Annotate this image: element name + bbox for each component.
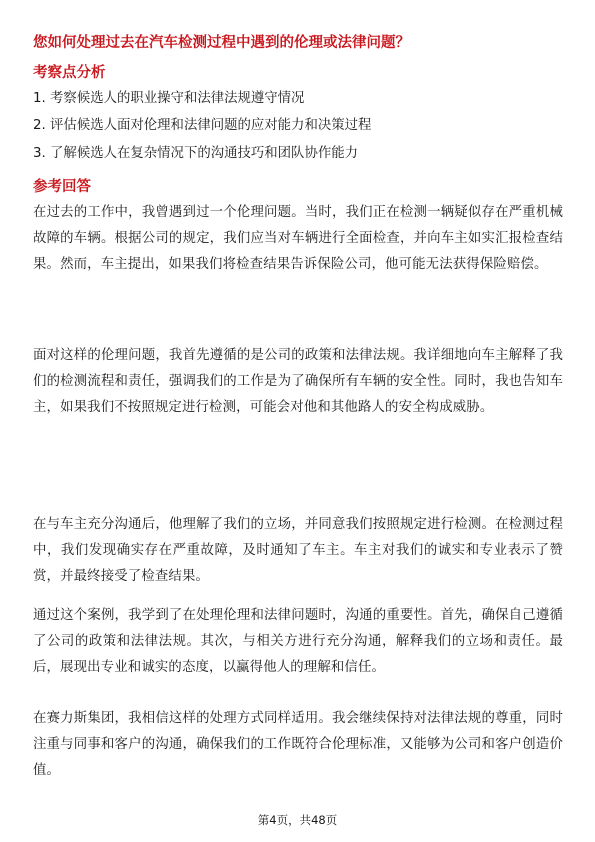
- answer-paragraph: 通过这个案例，我学到了在处理伦理和法律问题时，沟通的重要性。首先，确保自己遵循了公司的政策和法律法规。其次，与相关方进行充分沟通，解释我们的立场和责任。最后，展现出专业和诚实的态度，以赢得他人的理解和信任。: [33, 608, 563, 675]
- answer-paragraph: 在赛力斯集团，我相信这样的处理方式同样适用。我会继续保持对法律法规的尊重，同时注重与同事和客户的沟通，确保我们的工作既符合伦理标准，又能够为公司和客户创造价值。: [33, 711, 563, 778]
- question-heading: 您如何处理过去在汽车检测过程中遇到的伦理或法律问题？: [33, 35, 410, 51]
- analysis-item: 3. 了解候选人在复杂情况下的沟通技巧和团队协作能力: [33, 146, 359, 161]
- answer-paragraph: 面对这样的伦理问题，我首先遵循的是公司的政策和法律法规。我详细地向车主解释了我们的检测流程和责任，强调我们的工作是为了确保所有车辆的安全性。同时，我也告知车主，如果我们不按照规定进行检测，可能会对他和其他路人的安全构成威胁。: [33, 348, 563, 415]
- analysis-section-title: 考察点分析: [33, 65, 106, 81]
- analysis-item: 2. 评估候选人面对伦理和法律问题的应对能力和决策过程: [33, 118, 372, 133]
- analysis-item: 1. 考察候选人的职业操守和法律法规遵守情况: [33, 91, 305, 106]
- answer-paragraph: 在过去的工作中，我曾遇到过一个伦理问题。当时，我们正在检测一辆疑似存在严重机械故障的车辆。根据公司的规定，我们应当对车辆进行全面检查，并向车主如实汇报检查结果。然而，车主提出，如果我们将检查结果告诉保险公司，他可能无法获得保险赔偿。: [33, 205, 563, 272]
- answer-section-title: 参考回答: [33, 179, 91, 195]
- answer-paragraph: 在与车主充分沟通后，他理解了我们的立场，并同意我们按照规定进行检测。在检测过程中，我们发现确实存在严重故障，及时通知了车主。车主对我们的诚实和专业表示了赞赏，并最终接受了检查结果。: [33, 517, 563, 584]
- page-number: 第4页，共48页: [257, 813, 338, 827]
